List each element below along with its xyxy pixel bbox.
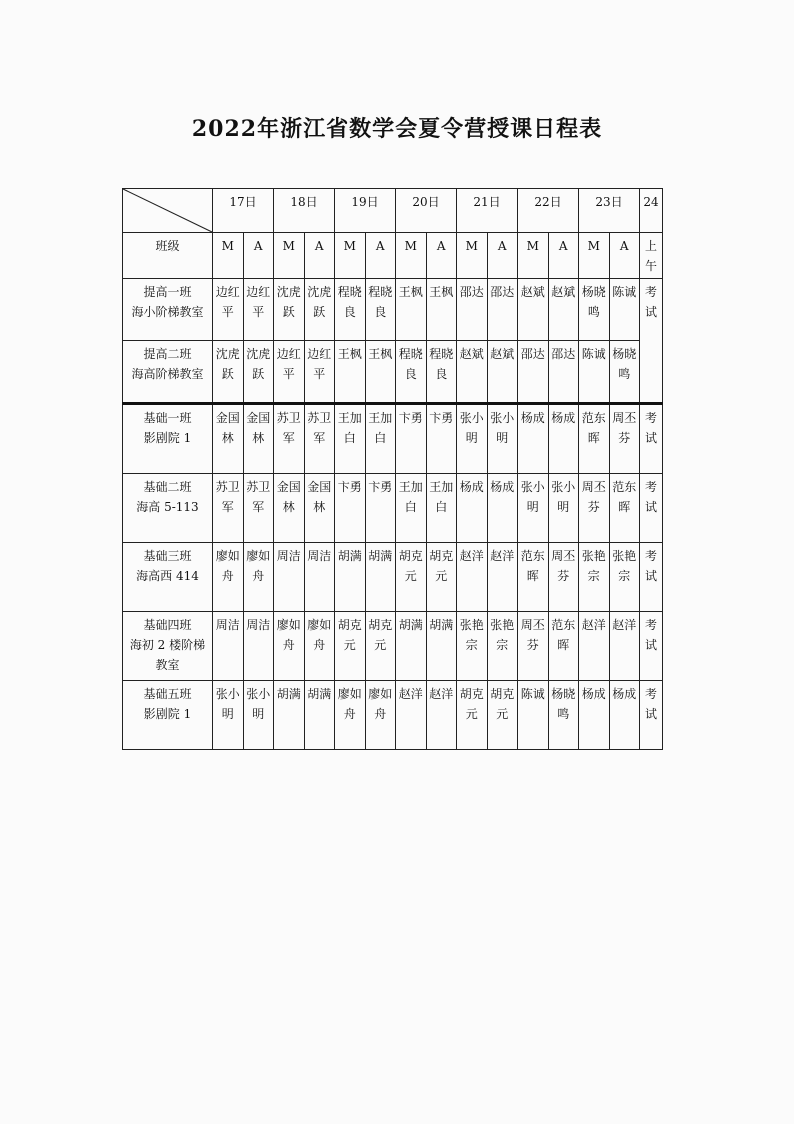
- teacher-cell: 邵达: [548, 341, 579, 404]
- teacher-cell: 边红平: [304, 341, 335, 404]
- date-header: 21日: [457, 189, 518, 233]
- date-header: 17日: [213, 189, 274, 233]
- teacher-cell: 边红平: [213, 279, 244, 341]
- teacher-cell: 杨晓鸣: [579, 279, 610, 341]
- teacher-cell: 王枫: [335, 341, 366, 404]
- exam-cell: 考试: [640, 543, 663, 612]
- slot-header: A: [426, 233, 457, 279]
- teacher-cell: 周丕芬: [609, 404, 640, 474]
- teacher-cell: 边红平: [243, 279, 274, 341]
- slot-header: M: [518, 233, 549, 279]
- teacher-cell: 张小明: [518, 474, 549, 543]
- teacher-cell: 胡满: [426, 612, 457, 681]
- teacher-cell: 张小明: [487, 404, 518, 474]
- teacher-cell: 赵洋: [426, 681, 457, 750]
- teacher-cell: 程晓良: [335, 279, 366, 341]
- date-header: 20日: [396, 189, 457, 233]
- slot-header: A: [487, 233, 518, 279]
- teacher-cell: 陈诚: [518, 681, 549, 750]
- teacher-cell: 张小明: [213, 681, 244, 750]
- teacher-cell: 杨成: [579, 681, 610, 750]
- exam-cell: 考试: [640, 681, 663, 750]
- schedule-row: [123, 341, 663, 404]
- teacher-cell: 范东晖: [609, 474, 640, 543]
- teacher-cell: 邵达: [518, 341, 549, 404]
- teacher-cell: 周洁: [304, 543, 335, 612]
- schedule-row: [123, 612, 663, 681]
- teacher-cell: 苏卫军: [213, 474, 244, 543]
- teacher-cell: 程晓良: [426, 341, 457, 404]
- class-name: 基础三班: [143, 549, 192, 563]
- teacher-cell: 苏卫军: [304, 404, 335, 474]
- teacher-cell: 程晓良: [396, 341, 427, 404]
- class-room: 影剧院 1: [143, 707, 192, 721]
- class-room: 海高西 414: [136, 569, 199, 583]
- teacher-cell: 邵达: [487, 279, 518, 341]
- slot-header: A: [304, 233, 335, 279]
- date-header: 18日: [274, 189, 335, 233]
- teacher-cell: 王加白: [365, 404, 396, 474]
- class-cell: [123, 404, 213, 474]
- teacher-cell: 张艳宗: [487, 612, 518, 681]
- class-room: 影剧院 1: [143, 431, 192, 445]
- class-room: 海高阶梯教室: [131, 367, 204, 381]
- teacher-cell: 廖如舟: [304, 612, 335, 681]
- exam-cell: 考试: [640, 474, 663, 543]
- teacher-cell: 苏卫军: [243, 474, 274, 543]
- teacher-cell: 胡克元: [396, 543, 427, 612]
- teacher-cell: 胡克元: [426, 543, 457, 612]
- corner-diagonal-cell: [123, 189, 213, 233]
- teacher-cell: 苏卫军: [274, 404, 305, 474]
- teacher-cell: 边红平: [274, 341, 305, 404]
- teacher-cell: 张小明: [243, 681, 274, 750]
- slot-header: A: [548, 233, 579, 279]
- teacher-cell: 张小明: [548, 474, 579, 543]
- teacher-cell: 周洁: [213, 612, 244, 681]
- class-cell: [123, 681, 213, 750]
- teacher-cell: 陈诚: [579, 341, 610, 404]
- teacher-cell: 金国林: [304, 474, 335, 543]
- class-cell: [123, 279, 213, 341]
- teacher-cell: 周丕芬: [579, 474, 610, 543]
- teacher-cell: 范东晖: [579, 404, 610, 474]
- teacher-cell: 廖如舟: [335, 681, 366, 750]
- date-header-last: 24: [640, 189, 663, 233]
- teacher-cell: 胡克元: [487, 681, 518, 750]
- teacher-cell: 杨晓鸣: [548, 681, 579, 750]
- teacher-cell: 胡满: [335, 543, 366, 612]
- schedule-row: [123, 543, 663, 612]
- schedule-table: [122, 188, 663, 750]
- teacher-cell: 沈虎跃: [213, 341, 244, 404]
- teacher-cell: 胡满: [365, 543, 396, 612]
- teacher-cell: 张艳宗: [457, 612, 488, 681]
- teacher-cell: 胡克元: [457, 681, 488, 750]
- class-name: 基础五班: [143, 687, 192, 701]
- diagonal-line: [123, 189, 212, 232]
- teacher-cell: 赵洋: [396, 681, 427, 750]
- teacher-cell: 王加白: [426, 474, 457, 543]
- class-cell: [123, 543, 213, 612]
- class-name: 基础一班: [143, 411, 192, 425]
- teacher-cell: 王枫: [365, 341, 396, 404]
- schedule-row: [123, 404, 663, 474]
- teacher-cell: 金国林: [243, 404, 274, 474]
- slot-header: M: [457, 233, 488, 279]
- teacher-cell: 胡满: [396, 612, 427, 681]
- slot-header: A: [365, 233, 396, 279]
- slot-header: M: [335, 233, 366, 279]
- teacher-cell: 周洁: [274, 543, 305, 612]
- teacher-cell: 范东晖: [518, 543, 549, 612]
- teacher-cell: 廖如舟: [274, 612, 305, 681]
- class-room: 海小阶梯教室: [131, 305, 204, 319]
- teacher-cell: 胡满: [274, 681, 305, 750]
- teacher-cell: 张小明: [457, 404, 488, 474]
- teacher-cell: 杨成: [609, 681, 640, 750]
- slot-header: M: [274, 233, 305, 279]
- teacher-cell: 赵洋: [609, 612, 640, 681]
- class-name: 基础四班: [143, 618, 192, 632]
- date-header: 23日: [579, 189, 640, 233]
- teacher-cell: 卞勇: [396, 404, 427, 474]
- slot-header: M: [396, 233, 427, 279]
- teacher-cell: 周丕芬: [518, 612, 549, 681]
- slot-header: A: [609, 233, 640, 279]
- class-name: 提高一班: [143, 285, 192, 299]
- teacher-cell: 胡克元: [365, 612, 396, 681]
- teacher-cell: 杨成: [457, 474, 488, 543]
- schedule-row: [123, 279, 663, 341]
- teacher-cell: 赵斌: [487, 341, 518, 404]
- teacher-cell: 金国林: [213, 404, 244, 474]
- teacher-cell: 王枫: [426, 279, 457, 341]
- teacher-cell: 杨成: [518, 404, 549, 474]
- class-room: 海初 2 楼阶梯教室: [129, 638, 206, 672]
- teacher-cell: 卞勇: [426, 404, 457, 474]
- teacher-cell: 赵洋: [457, 543, 488, 612]
- teacher-cell: 杨晓鸣: [609, 341, 640, 404]
- teacher-cell: 卞勇: [365, 474, 396, 543]
- teacher-cell: 沈虎跃: [243, 341, 274, 404]
- teacher-cell: 周洁: [243, 612, 274, 681]
- teacher-cell: 张艳宗: [579, 543, 610, 612]
- slot-header: A: [243, 233, 274, 279]
- teacher-cell: 赵斌: [457, 341, 488, 404]
- teacher-cell: 沈虎跃: [304, 279, 335, 341]
- schedule-row: [123, 474, 663, 543]
- teacher-cell: 胡满: [304, 681, 335, 750]
- exam-cell: 考试: [640, 404, 663, 474]
- class-cell: [123, 474, 213, 543]
- teacher-cell: 王加白: [335, 404, 366, 474]
- teacher-cell: 王加白: [396, 474, 427, 543]
- teacher-cell: 王枫: [396, 279, 427, 341]
- slot-header: M: [579, 233, 610, 279]
- teacher-cell: 赵斌: [518, 279, 549, 341]
- teacher-cell: 程晓良: [365, 279, 396, 341]
- class-name: 提高二班: [143, 347, 192, 361]
- class-cell: [123, 341, 213, 404]
- teacher-cell: 沈虎跃: [274, 279, 305, 341]
- date-header-row: [123, 189, 663, 233]
- teacher-cell: 金国林: [274, 474, 305, 543]
- teacher-cell: 范东晖: [548, 612, 579, 681]
- teacher-cell: 胡克元: [335, 612, 366, 681]
- teacher-cell: 杨成: [487, 474, 518, 543]
- slot-header-row: [123, 233, 663, 279]
- teacher-cell: 杨成: [548, 404, 579, 474]
- teacher-cell: 赵洋: [487, 543, 518, 612]
- teacher-cell: 陈诚: [609, 279, 640, 341]
- teacher-cell: 廖如舟: [365, 681, 396, 750]
- exam-cell: 考试: [640, 279, 663, 404]
- teacher-cell: 卞勇: [335, 474, 366, 543]
- class-room: 海高 5-113: [136, 500, 199, 514]
- page-title: 2022年浙江省数学会夏令营授课日程表: [191, 116, 603, 142]
- class-cell: [123, 612, 213, 681]
- class-header: 班级: [123, 233, 213, 279]
- teacher-cell: 廖如舟: [243, 543, 274, 612]
- slot-header: M: [213, 233, 244, 279]
- date-header: 19日: [335, 189, 396, 233]
- teacher-cell: 张艳宗: [609, 543, 640, 612]
- teacher-cell: 廖如舟: [213, 543, 244, 612]
- date-header: 22日: [518, 189, 579, 233]
- class-name: 基础二班: [143, 480, 192, 494]
- slot-header-last: 上午: [640, 233, 663, 279]
- teacher-cell: 周丕芬: [548, 543, 579, 612]
- schedule-row: [123, 681, 663, 750]
- teacher-cell: 赵洋: [579, 612, 610, 681]
- teacher-cell: 邵达: [457, 279, 488, 341]
- teacher-cell: 赵斌: [548, 279, 579, 341]
- exam-cell: 考试: [640, 612, 663, 681]
